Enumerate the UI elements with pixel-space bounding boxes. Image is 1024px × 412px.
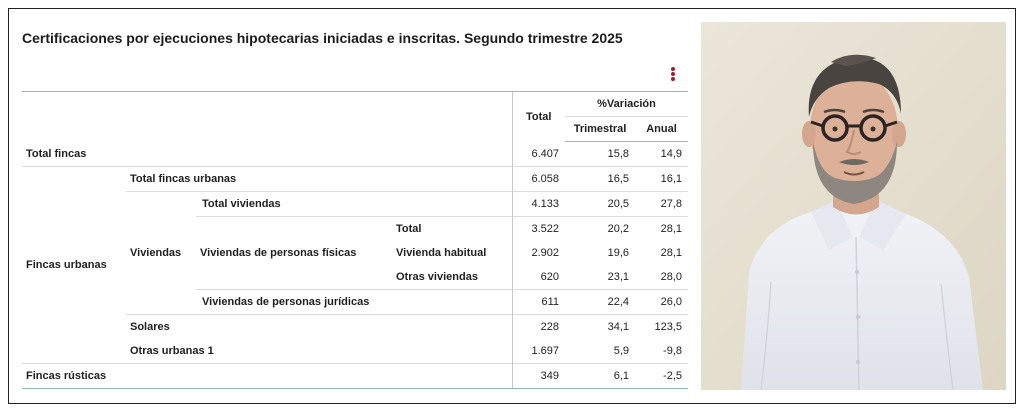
portrait-illustration xyxy=(701,22,1006,390)
group-label-viviendas: Viviendas xyxy=(126,192,196,315)
group-label-fincas-urbanas: Fincas urbanas xyxy=(22,167,126,364)
cell-annual: 28,0 xyxy=(660,271,683,283)
cell-total: 6.058 xyxy=(512,167,565,192)
cell-total: 4.133 xyxy=(512,192,565,217)
table-row xyxy=(22,167,688,192)
cell-annual: 26,0 xyxy=(635,290,688,315)
cell-quarterly: 34,1 xyxy=(565,315,635,340)
row-label: Total xyxy=(392,217,512,242)
cell-total: 228 xyxy=(512,315,565,340)
cell-annual: -9,8 xyxy=(663,345,683,357)
cell-total: 6.407 xyxy=(512,142,565,167)
cell-annual: 28,1 xyxy=(635,217,688,242)
cell-total: 2.902 xyxy=(512,241,565,265)
cell-total: 611 xyxy=(512,290,565,315)
cell-quarterly: 6,1 xyxy=(565,364,635,389)
row-label: Solares xyxy=(126,315,512,340)
header-spacer xyxy=(22,92,512,142)
cell-quarterly: 15,8 xyxy=(607,148,629,160)
cell-annual: 16,1 xyxy=(635,167,688,192)
cell-total: 3.522 xyxy=(512,217,565,242)
row-label: Viviendas de personas jurídicas xyxy=(196,290,512,315)
row-label: Vivienda habitual xyxy=(396,247,487,259)
cell-annual: 123,5 xyxy=(635,315,688,340)
vertical-dots-icon[interactable] xyxy=(669,66,677,84)
cell-quarterly: 20,5 xyxy=(565,192,635,217)
row-label: Otras urbanas 1 xyxy=(130,345,214,357)
row-label: Fincas rústicas xyxy=(22,364,512,389)
cell-annual: 27,8 xyxy=(635,192,688,217)
cell-total: 349 xyxy=(512,364,565,389)
cell-annual: 14,9 xyxy=(660,148,683,160)
header-variation: %Variación xyxy=(565,92,688,117)
cell-annual: -2,5 xyxy=(635,364,688,389)
row-label: Total fincas xyxy=(26,147,87,160)
cell-total: 620 xyxy=(512,265,565,290)
cell-quarterly: 16,5 xyxy=(565,167,635,192)
table-row xyxy=(22,364,688,389)
cell-quarterly: 23,1 xyxy=(607,271,629,283)
cell-quarterly: 5,9 xyxy=(613,345,629,357)
row-label: Otras viviendas xyxy=(396,271,478,283)
cell-annual: 28,1 xyxy=(660,247,683,259)
portrait-photo xyxy=(701,22,1006,390)
data-table xyxy=(22,91,688,389)
row-label: Total fincas urbanas xyxy=(126,167,512,192)
header-annual: Anual xyxy=(635,117,688,142)
group-label-personas-fisicas: Viviendas de personas físicas xyxy=(196,217,392,290)
cell-total: 1.697 xyxy=(512,339,565,364)
table-row xyxy=(22,142,688,167)
data-table-container xyxy=(22,91,688,385)
cell-quarterly: 19,6 xyxy=(607,247,629,259)
table-title: Certificaciones por ejecuciones hipotecarias iniciadas e inscritas. Segundo trimestre 2025 xyxy=(22,30,623,46)
cell-quarterly: 22,4 xyxy=(565,290,635,315)
header-total: Total xyxy=(512,92,565,142)
header-quarterly: Trimestral xyxy=(565,117,635,142)
cell-quarterly: 20,2 xyxy=(565,217,635,242)
row-label: Total viviendas xyxy=(196,192,512,217)
